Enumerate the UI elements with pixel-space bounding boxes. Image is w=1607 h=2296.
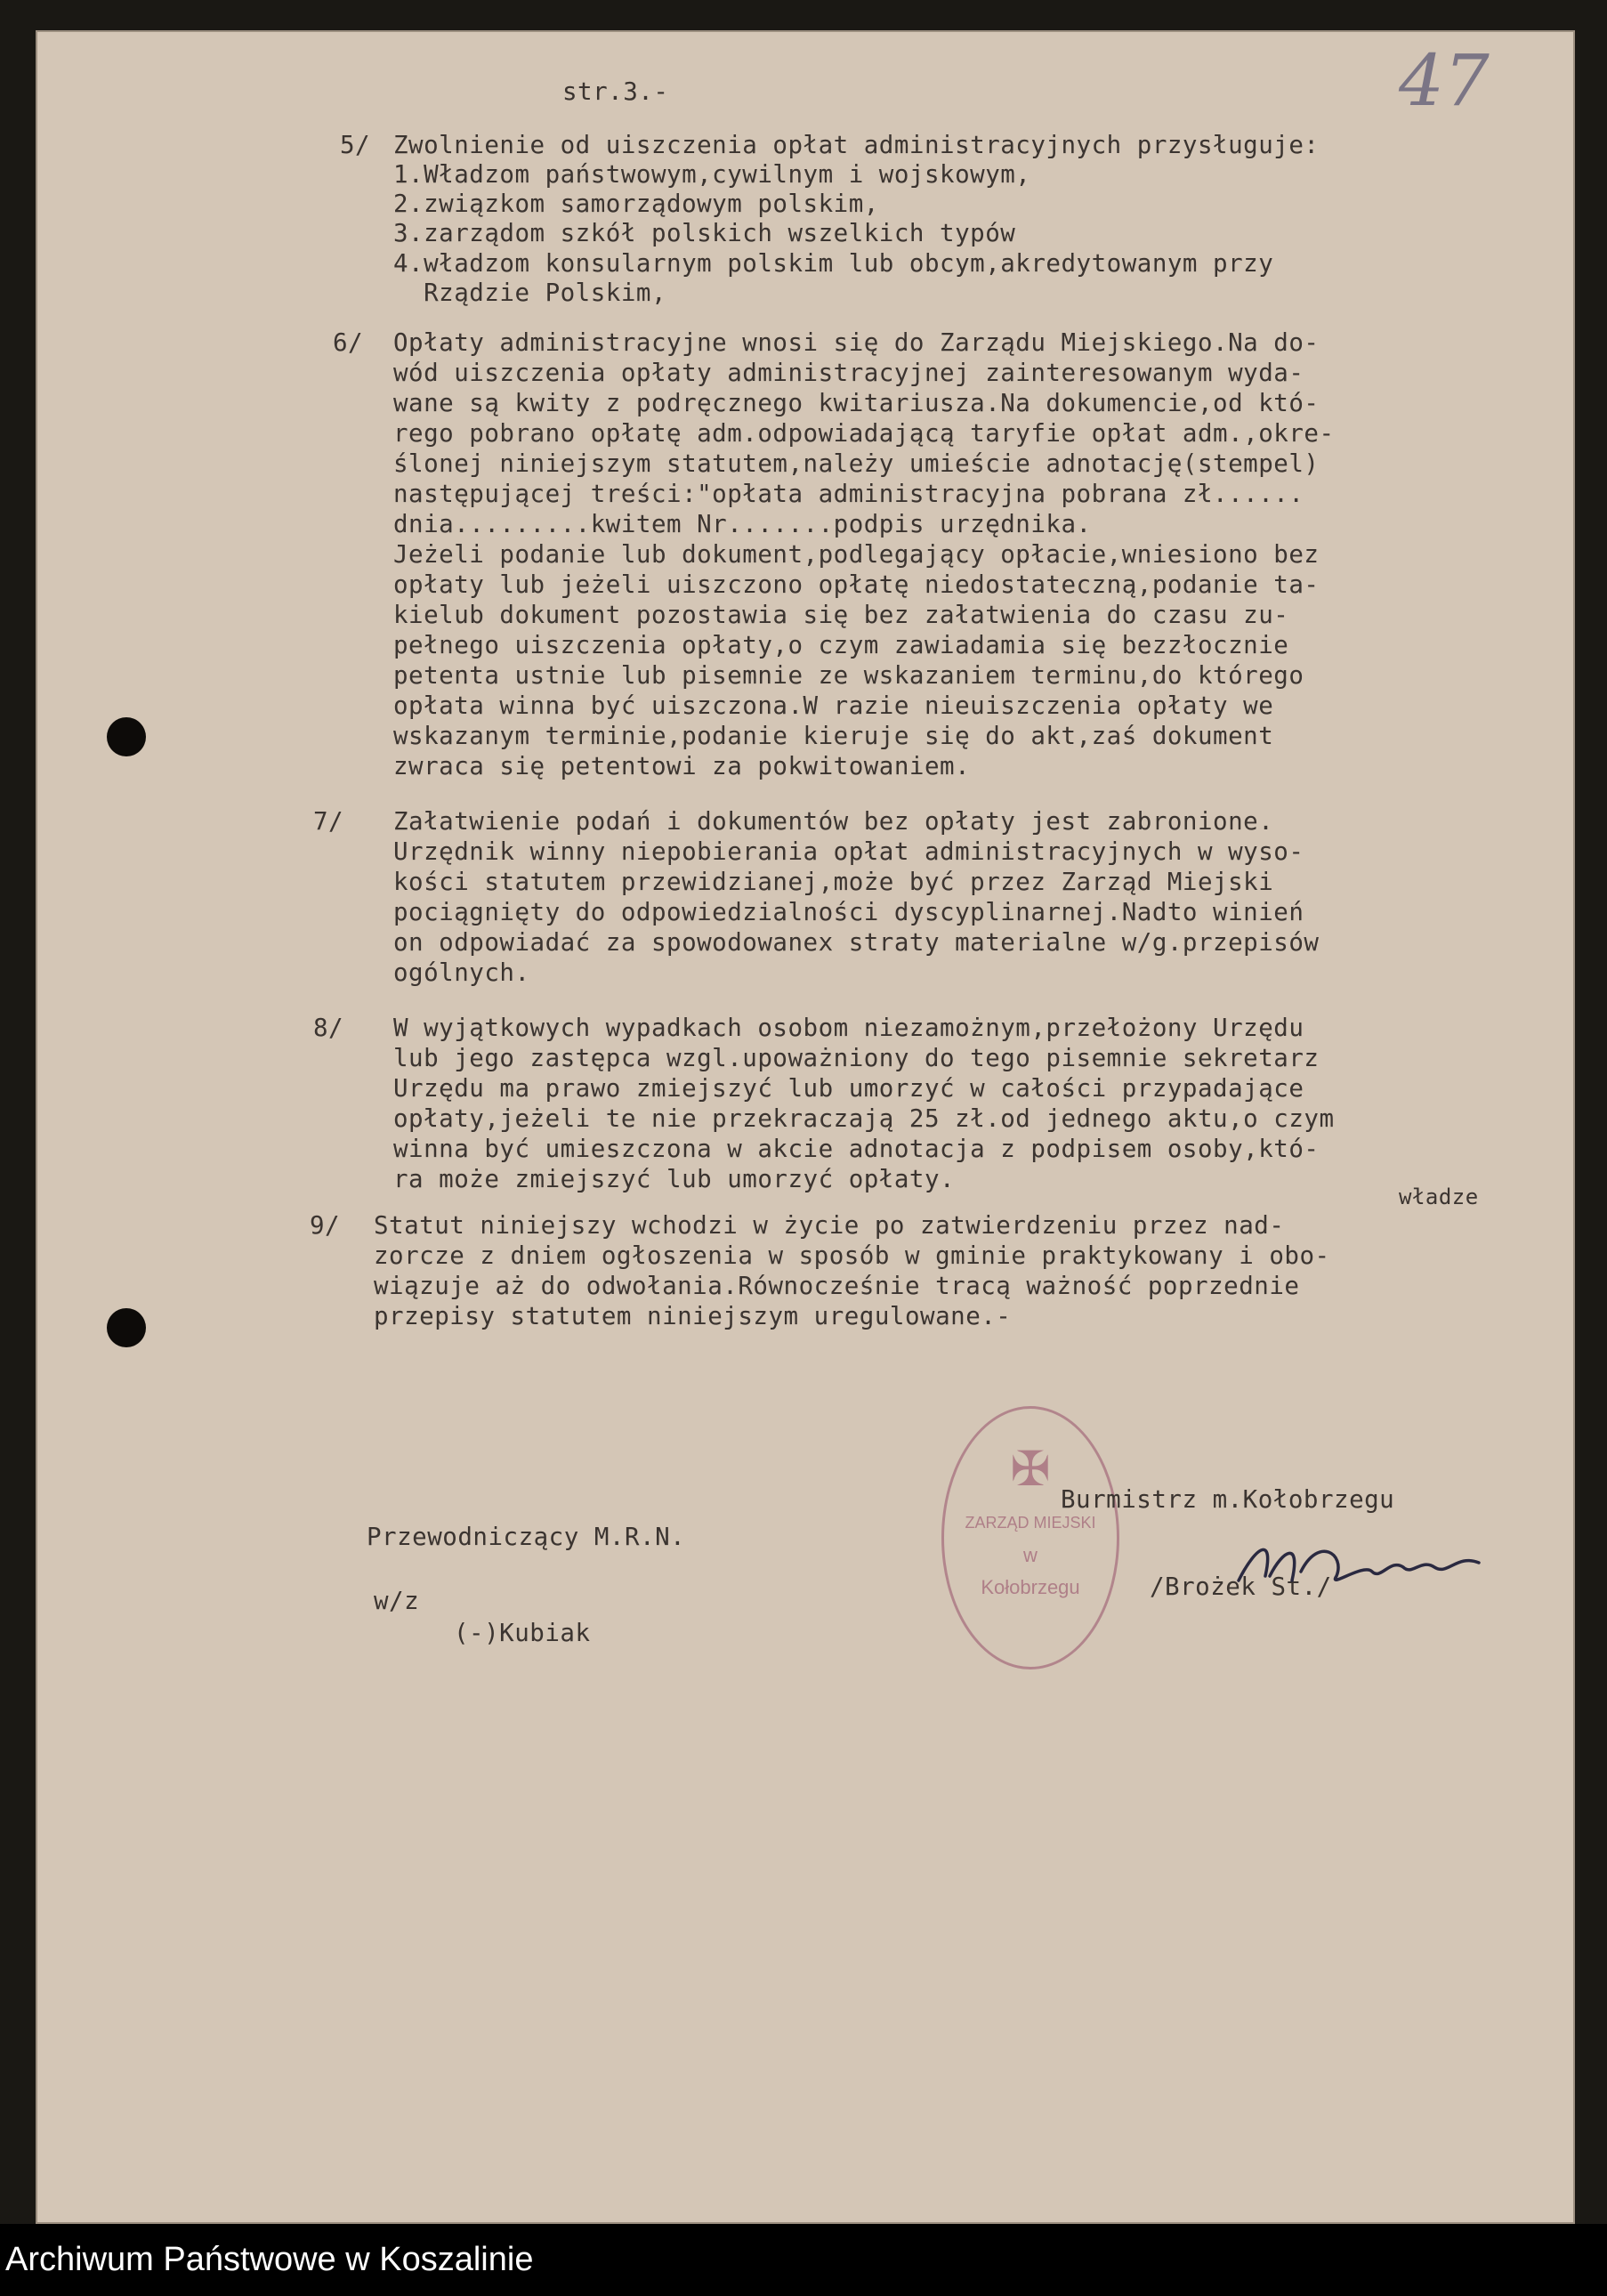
section-7-line: kości statutem przewidzianej,może być przez Zarząd Miejski: [393, 868, 1274, 896]
section-5-line: 4.władzom konsularnym polskim lub obcym,akredytowanym przy: [393, 249, 1274, 278]
section-6-line: kielub dokument pozostawia się bez załatwienia do czasu zu-: [393, 601, 1289, 629]
section-5-line: 1.Władzom państwowym,cywilnym i wojskowym,: [393, 160, 1031, 189]
section-7-line: ogólnych.: [393, 958, 530, 987]
section-6-line: wane są kwity z podręcznego kwitariusza.Na dokumencie,od któ-: [393, 389, 1320, 417]
stamp-line-2: w: [1023, 1544, 1038, 1566]
folio-number: 47: [1399, 39, 1490, 122]
section-9-line: wiązuje aż do odwołania.Równocześnie tracą ważność poprzednie: [374, 1272, 1300, 1300]
official-stamp: [941, 1406, 1119, 1669]
section-7-line: Urzędnik winny niepobierania opłat administracyjnych w wyso-: [393, 837, 1304, 866]
section-6-line: dnia.........kwitem Nr.......podpis urzędnika.: [393, 510, 1092, 538]
section-6-line: rego pobrano opłatę adm.odpowiadającą taryfie opłat adm.,okre-: [393, 419, 1335, 448]
left-signatory-title: Przewodniczący M.R.N.: [367, 1523, 686, 1551]
section-7-line: on odpowiadać za spowodowanex straty materialne w/g.przepisów: [393, 928, 1320, 957]
section-8-line: opłaty,jeżeli te nie przekraczają 25 zł.od jednego aktu,o czym: [393, 1104, 1335, 1133]
section-6-line: opłaty lub jeżeli uiszczono opłatę niedostateczną,podanie ta-: [393, 570, 1320, 599]
stamp-emblem-icon: ✠: [1010, 1443, 1051, 1496]
section-9-line: zorcze z dniem ogłoszenia w sposób w gminie praktykowany i obo-: [374, 1241, 1330, 1270]
section-6-line: Jeżeli podanie lub dokument,podlegający opłacie,wniesiono bez: [393, 540, 1320, 569]
section-7-line: Załatwienie podań i dokumentów bez opłaty jest zabronione.: [393, 807, 1274, 836]
section-5-line: Zwolnienie od uiszczenia opłat administracyjnych przysługuje:: [393, 131, 1320, 159]
archive-footer: [0, 2224, 1607, 2296]
section-number-6: 6/: [333, 328, 364, 357]
section-6-line: wód uiszczenia opłaty administracyjnej zainteresowanym wyda-: [393, 359, 1304, 387]
section-6-line: ślonej niniejszym statutem,należy umieście adnotację(stempel): [393, 449, 1320, 478]
section-7-line: pociągnięty do odpowiedzialności dyscyplinarnej.Nadto winień: [393, 898, 1304, 926]
section-9-line: Statut niniejszy wchodzi w życie po zatwierdzeniu przez nad-: [374, 1211, 1285, 1240]
punch-hole-top: [107, 717, 146, 756]
page-number: str.3.-: [562, 77, 669, 106]
section-6-line: opłata winna być uiszczona.W razie nieuiszczenia opłaty we: [393, 691, 1274, 720]
section-number-9: 9/: [310, 1211, 341, 1240]
section-6-line: petenta ustnie lub pisemnie ze wskazaniem terminu,do którego: [393, 661, 1304, 690]
section-number-7: 7/: [313, 807, 344, 836]
section-number-8: 8/: [313, 1014, 344, 1042]
right-signatory-title: Burmistrz m.Kołobrzegu: [1061, 1485, 1395, 1514]
document-page: [36, 30, 1575, 2224]
stamp-line-3: Kołobrzegu: [981, 1576, 1080, 1598]
section-5-line: Rządzie Polskim,: [393, 279, 667, 307]
section-6-line: następującej treści:"opłata administracyjna pobrana zł......: [393, 480, 1304, 508]
archive-name: Archiwum Państwowe w Koszalinie: [5, 2241, 534, 2278]
section-8-line: ra może zmiejszyć lub umorzyć opłaty.: [393, 1165, 956, 1193]
section-number-5: 5/: [340, 131, 371, 159]
handwritten-signature: [1230, 1527, 1497, 1607]
section-8-line: winna być umieszczona w akcie adnotacja z podpisem osoby,któ-: [393, 1135, 1320, 1163]
section-9-line: przepisy statutem niniejszym uregulowane.-: [374, 1302, 1012, 1330]
section-8-line: lub jego zastępca wzgl.upoważniony do tego pisemnie sekretarz: [393, 1044, 1320, 1072]
left-signatory-prefix: w/z: [374, 1587, 420, 1615]
section-6-line: zwraca się petentowi za pokwitowaniem.: [393, 752, 971, 780]
section-5-line: 2.związkom samorządowym polskim,: [393, 190, 879, 218]
right-signatory-name: /Brożek St./: [1150, 1572, 1332, 1601]
stamp-line-1: ZARZĄD MIEJSKI: [965, 1514, 1096, 1532]
section-8-line: W wyjątkowych wypadkach osobom niezamożnym,przełożony Urzędu: [393, 1014, 1304, 1042]
section-8-line: Urzędu ma prawo zmiejszyć lub umorzyć w całości przypadające: [393, 1074, 1304, 1103]
left-signatory-name: (-)Kubiak: [454, 1619, 591, 1647]
section-6-line: wskazanym terminie,podanie kieruje się do akt,zaś dokument: [393, 722, 1274, 750]
section-6-line: pełnego uiszczenia opłaty,o czym zawiadamia się bezzłocznie: [393, 631, 1289, 659]
punch-hole-bottom: [107, 1308, 146, 1347]
section-6-line: Opłaty administracyjne wnosi się do Zarządu Miejskiego.Na do-: [393, 328, 1320, 357]
section-8-insertion: władze: [1399, 1184, 1479, 1209]
section-5-line: 3.zarządom szkół polskich wszelkich typów: [393, 219, 1016, 247]
